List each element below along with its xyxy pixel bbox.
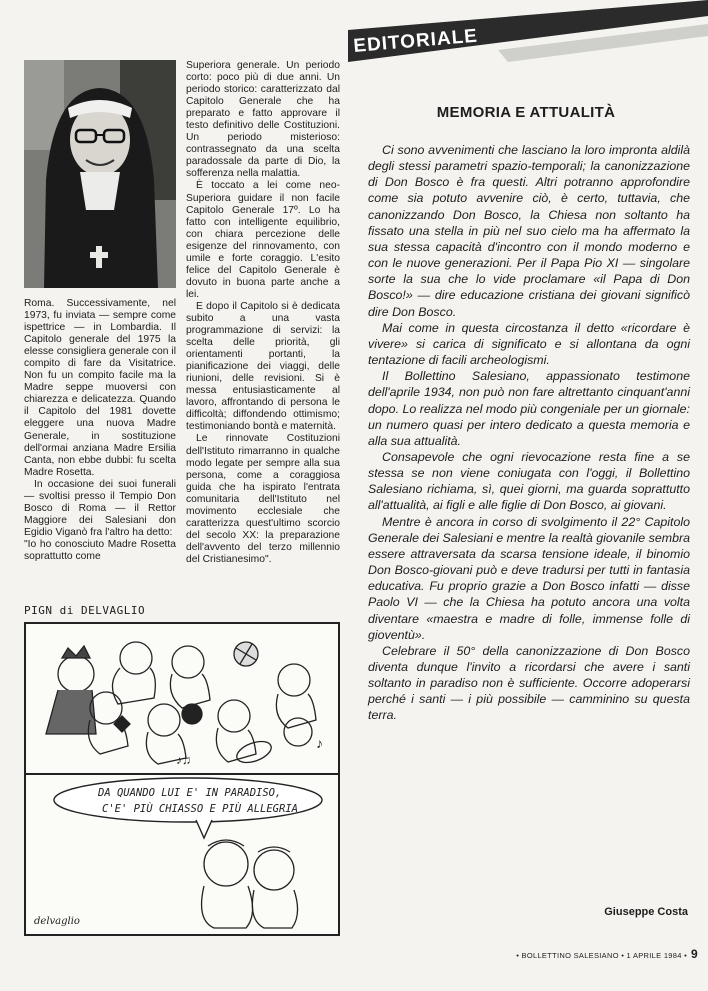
- column-paragraph: In occasione dei suoi funerali — svoltisi presso il Tempio Don Bosco di Roma — il Rettor Maggiore dei Salesiani don Egidio Viganò fra l'altro ha detto:: [24, 478, 176, 538]
- column-paragraph: "Io ho conosciuto Madre Rosetta soprattutto come: [24, 538, 176, 562]
- cartoon-panel: [24, 622, 340, 936]
- column-paragraph: È toccato a lei come neo-Superiora guidare il non facile Capitolo Generale 17º. Lo ha fatto con intelligente equilibrio, con chiara percezione delle esigenze del rinnovamento, con umile e forte coraggio. L'esito felice del Capitolo Generale è dovuto in buona parte anche a lei.: [186, 180, 340, 300]
- editorial-paragraph: Ci sono avvenimenti che lasciano la loro impronta aldilà degli stessi parametri spazio-temporali; la canonizzazione di Don Bosco è fra questi. Altri potranno approfondire come sia potuto avvenire ciò, è certo, tuttavia, che canonizzando Don Bosco, la Chiesa non soltanto ha fissato una stella in più nel suo cielo ma ha affermato la sua stessa capacità d'incontro con il mondo moderno e con le nuove generazioni. Per il Papa Pio XI — singolare sorte la sua che lo vide proclamare «il Papa di Don Bosco!» — dire educazione cristiana dei giovani significò dire Don Bosco.: [368, 143, 690, 319]
- editorial-paragraph: Il Bollettino Salesiano, appassionato testimone dell'aprile 1934, non può non fare altrettanto cinquant'anni dopo. Lo realizza nel modo più congeniale per un giornale: un numero quasi per intero dedicato a questa memoria e alla sua attualità.: [368, 369, 690, 448]
- cartoon-caption: PIGN di DELVAGLIO: [24, 604, 146, 617]
- article-column-1: [24, 298, 176, 563]
- banner-label: EDITORIALE: [352, 25, 479, 57]
- article-column-2: [186, 60, 340, 566]
- editorial-paragraph: Mai come in questa circostanza il detto «ricordare è vivere» si carica di significato e si allontana da ogni tentazione di facili archeologismi.: [368, 320, 690, 368]
- footer-publication: • BOLLETTINO SALESIANO • 1 APRILE 1984 •: [516, 951, 688, 960]
- editorial-paragraph: Consapevole che ogni rievocazione resta fine a se stessa se non viene coniugata con l'oggi, il Bollettino Salesiano richiama, sì, quei giorni, ma guarda soprattutto all'attualità, ai figli e alle figlie di Don Bosco, ai giovani.: [368, 449, 690, 513]
- editorial-title: MEMORIA E ATTUALITÀ: [436, 104, 616, 121]
- column-paragraph: Superiora generale. Un periodo corto: poco più di due anni. Un periodo storico: caratterizzato dal Capitolo Generale che ha preparato e fatto approvare il testo definitivo delle Costituzioni. Un periodo misterioso: contrassegnato da una scelta paradossale da parte di Dio, la sofferenza nella malattia.: [186, 60, 340, 180]
- speech-bubble-line-1: DA QUANDO LUI E' IN PARADISO,: [98, 787, 282, 799]
- portrait-photo: [24, 60, 176, 288]
- page-footer: [480, 947, 698, 961]
- column-paragraph: E dopo il Capitolo si è dedicata subito a una vasta programmazione di servizi: la scelta delle priorità, gli orientamenti portanti, la pianificazione dei viaggi, delle riunioni, delle revisioni. Si è messa entusiasticamente al lavoro, affrontando di persona le difficoltà; diffondendo ottimismo; testimoniando bontà e maternità.: [186, 300, 340, 433]
- page-number: 9: [691, 947, 698, 961]
- cartoon-artist-signature: delvaglio: [34, 916, 80, 927]
- svg-text:♪♫: ♪♫: [176, 753, 191, 767]
- editorial-paragraph: Mentre è ancora in corso di svolgimento il 22° Capitolo Generale dei Salesiani e mentre la realtà giovanile sembra essere attraversata da scarsa tensione ideale, il binomio Don Bosco-giovani può e deve tradursi per tutti in fantasia educativa. Fu proprio grazie a Don Bosco infatti — disse Paolo VI — che la Chiesa ha potuto ancora una volta diventare «maestra e madre di folle, immense folle di gioventù».: [368, 514, 690, 642]
- svg-text:♪: ♪: [316, 735, 323, 751]
- editorial-body: [368, 142, 690, 724]
- editorial-signature: Giuseppe Costa: [604, 906, 688, 918]
- column-paragraph: Le rinnovate Costituzioni dell'Istituto rimarranno in qualche modo legate per sempre alla sua persona, come a coraggiosa guida che ha ispirato l'entrata comunitaria dell'Istituto nel movimento ecclesiale che caratterizza quest'ultimo scorcio del secolo XX: la preparazione dell'avvento del terzo millennio del Cristianesimo".: [186, 433, 340, 565]
- editoriale-banner: [348, 0, 708, 62]
- speech-bubble-line-2: C'E' PIÙ CHIASSO E PIÙ ALLEGRIA: [102, 803, 298, 815]
- editorial-paragraph: Celebrare il 50° della canonizzazione di Don Bosco diventa dunque l'invito a ricordarsi che avere i santi soltanto in paradiso non è sufficiente. Occorre adoperarsi perché i santi — i più possibile — camminino su questa terra.: [368, 643, 690, 723]
- column-paragraph: Roma. Successivamente, nel 1973, fu inviata — sempre come ispettrice — in Lombardia. Il Capitolo generale del 1975 la elesse consigliera generale con il compito di fare da Visitatrice. Non fu un compito facile ma la Madre seppe muoversi con chiarezza e delicatezza. Quando il Capitolo del 1981 dovette eleggere una nuova Madre Generale, in sostituzione dell'ormai anziana Madre Ersilia Canta, non ebbe dubbi: fu scelta Madre Rosetta.: [24, 298, 176, 478]
